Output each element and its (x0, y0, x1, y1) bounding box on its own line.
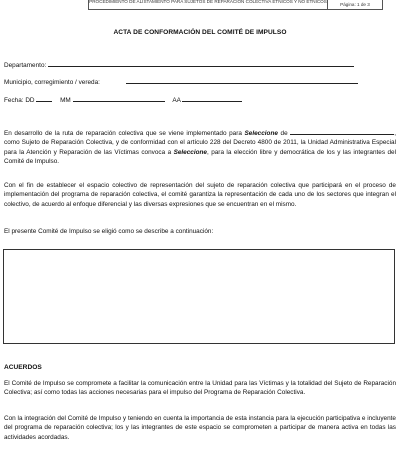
fecha-mm-line[interactable] (73, 95, 165, 102)
procedure-header-cell: PROCEDIMIENTO DE ALISTAMIENTO PARA SUJETOS DE REPARACIÓN COLECTIVA ÉTNICOS Y NO ÉTNICOS (88, 0, 328, 10)
fecha-dd-line[interactable] (36, 95, 52, 102)
departamento-label: Departamento: (4, 62, 47, 69)
paragraph-ruta-text-a: En desarrollo de la ruta de reparación colectiva que se viene implementado para (4, 130, 242, 137)
document-header (88, 0, 383, 10)
fecha-aa-line[interactable] (182, 95, 242, 102)
paragraph-espacio-colectivo: Con el fin de establecer el espacio colectivo de representación del sujeto de reparación colectiva que participará en el proceso de implementación del programa de reparación colectiva, el comité garantiza la representación de cada uno de los sectores que integran el colectivo, de acuerdo al enfoque diferencial y las diversas expresiones que se encuentran en el mismo. (4, 182, 396, 208)
acuerdos-paragraph-1: El Comité de Impulso se compromete a facilitar la comunicación entre la Unidad para las Víctimas y la totalidad del Sujeto de Reparación Colectiva; así como todas las acciones necesarias para el impulso del Programa de Reparación Colectiva. (4, 380, 396, 397)
paragraph-ruta-de: de (280, 130, 288, 137)
paragraph-eleccion: El presente Comité de Impulso se eligió como se describe a continuación: (4, 228, 214, 235)
ruta-blank-line[interactable] (290, 128, 394, 135)
fecha-aa-label: AA (172, 97, 181, 104)
fecha-mm-label: MM (60, 97, 71, 104)
seleccione-dropdown-1[interactable]: Seleccione (244, 130, 278, 137)
comite-description-box[interactable] (3, 249, 395, 344)
page-number-cell: Página: 1 de 3 (328, 0, 383, 10)
paragraph-ruta-text-b: , como Sujeto de Reparación Colectiva, y de conformidad con el artículo 228 del Decreto 4800 de 2011, la Unidad Administrativa Especial para la Atención y Reparación de las Víctimas convoca a (4, 130, 397, 156)
paragraph-ruta-text-c: , para la elección libre y democrática de los y las integrantes del Comité de Impulso. (4, 148, 396, 166)
municipio-row (4, 77, 358, 86)
departamento-row (4, 60, 354, 69)
seleccione-dropdown-2[interactable]: Seleccione (173, 148, 207, 156)
municipio-label: Municipio, corregimiento / vereda: (4, 79, 100, 86)
acuerdos-paragraph-2: Con la integración del Comité de Impulso y teniendo en cuenta la importancia de esta instancia para la ejecución participativa e incluyente del programa de reparación colectiva; los y las integrantes de este espacio se comprometen a participar de manera activa en todas las actividades acordadas. (4, 415, 396, 441)
fecha-dd-label: Fecha: DD (4, 97, 35, 104)
fecha-row (4, 95, 242, 104)
departamento-input-line[interactable] (48, 60, 354, 67)
paragraph-ruta (4, 128, 396, 167)
municipio-input-line[interactable] (126, 77, 358, 84)
document-title: ACTA DE CONFORMACIÓN DEL COMITÉ DE IMPULSO (113, 29, 287, 36)
acuerdos-heading: ACUERDOS (4, 364, 42, 371)
